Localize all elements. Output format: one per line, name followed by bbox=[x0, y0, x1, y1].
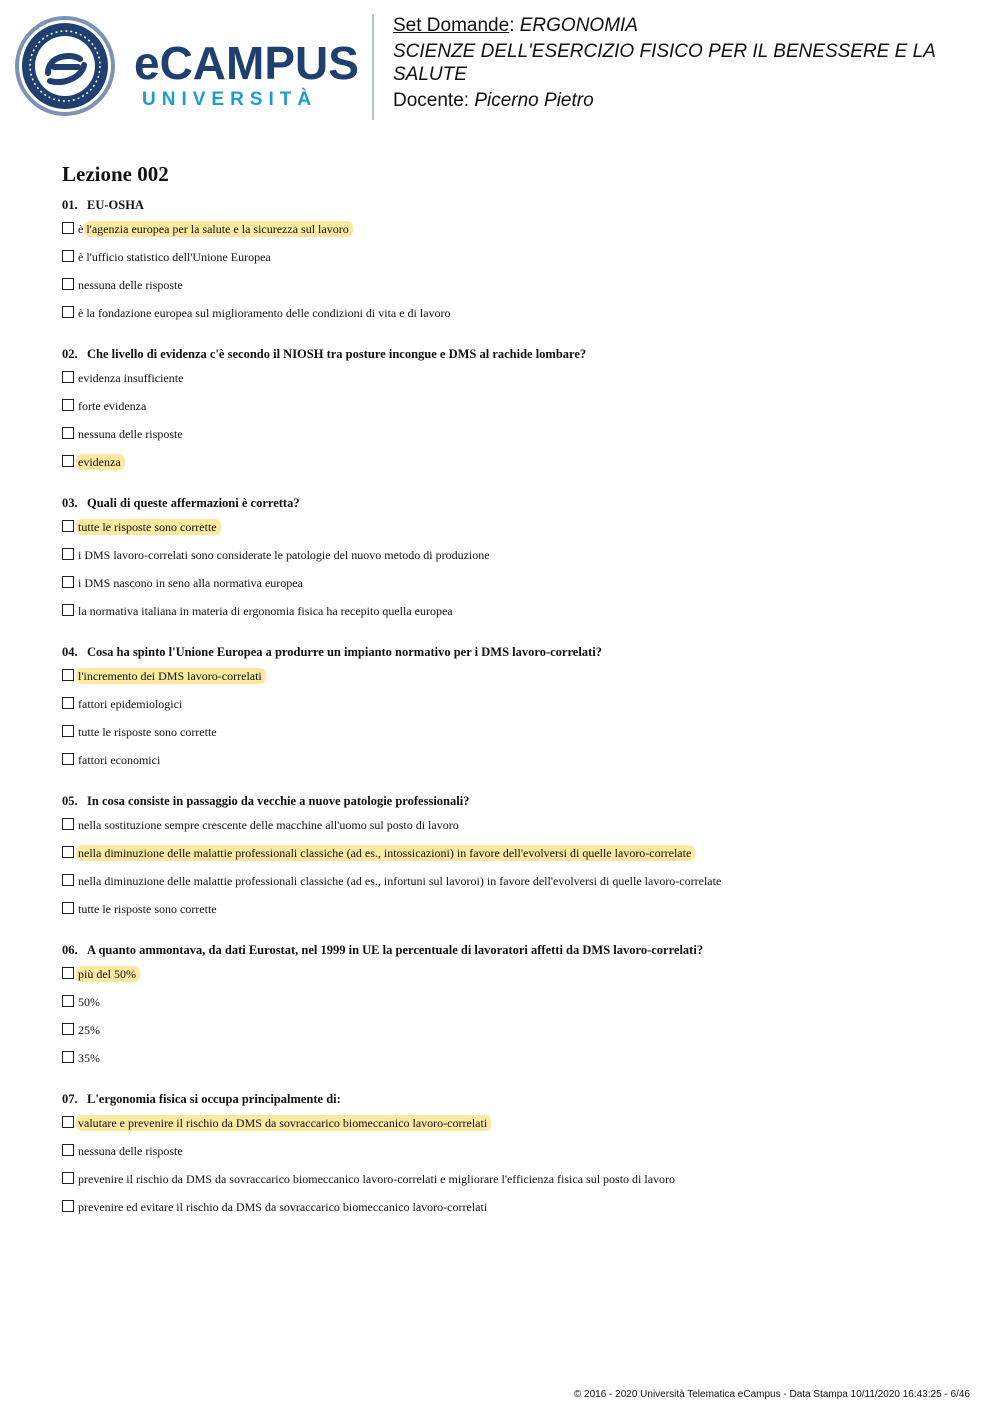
checkbox-icon[interactable] bbox=[62, 1172, 74, 1184]
checkbox-icon[interactable] bbox=[62, 1023, 74, 1035]
brand-logo bbox=[134, 37, 359, 110]
question-label: In cosa consiste in passaggio da vecchie a nuove patologie professionali? bbox=[87, 794, 470, 808]
answer-option[interactable] bbox=[62, 603, 962, 631]
checkbox-icon[interactable] bbox=[62, 604, 74, 616]
checkbox-icon[interactable] bbox=[62, 455, 74, 467]
highlighted-answer-text: valutare e prevenire il rischio da DMS da sovraccarico biomeccanico lavoro-correlati bbox=[76, 1115, 491, 1131]
answer-text: fattori epidemiologici bbox=[78, 697, 183, 711]
question-label: Cosa ha spinto l'Unione Europea a produrre un impianto normativo per i DMS lavoro-correlati? bbox=[87, 645, 602, 659]
answer-option[interactable] bbox=[62, 696, 962, 724]
checkbox-icon[interactable] bbox=[62, 1116, 74, 1128]
answer-option[interactable] bbox=[62, 817, 962, 845]
answer-prefix: è bbox=[78, 222, 84, 236]
question-label: L'ergonomia fisica si occupa principalmente di: bbox=[87, 1092, 341, 1106]
question-number: 02. bbox=[62, 347, 78, 361]
question-text bbox=[62, 346, 962, 362]
answer-option[interactable] bbox=[62, 668, 962, 696]
question-label: Che livello di evidenza c'è secondo il NIOSH tra posture incongue e DMS al rachide lombare? bbox=[87, 347, 587, 361]
highlighted-answer-text: nella diminuzione delle malattie professionali classiche (ad es., intossicazioni) in favore dell'evolversi di quelle lavoro-correlate bbox=[76, 845, 695, 861]
answer-text: nella sostituzione sempre crescente delle macchine all'uomo sul posto di lavoro bbox=[78, 818, 459, 832]
question-number: 06. bbox=[62, 943, 78, 957]
university-seal-logo bbox=[14, 15, 116, 117]
checkbox-icon[interactable] bbox=[62, 753, 74, 765]
teacher-label: Docente: bbox=[393, 90, 475, 111]
answer-option[interactable] bbox=[62, 966, 962, 994]
lesson-title: Lezione 002 bbox=[62, 162, 169, 186]
question-block bbox=[62, 495, 962, 631]
checkbox-icon[interactable] bbox=[62, 306, 74, 318]
answer-text: la normativa italiana in materia di ergonomia fisica ha recepito quella europea bbox=[78, 604, 453, 618]
header-info bbox=[393, 14, 983, 115]
answer-option[interactable] bbox=[62, 1022, 962, 1050]
answer-option[interactable] bbox=[62, 519, 962, 547]
set-value: ERGONOMIA bbox=[519, 15, 638, 36]
answer-text: tutte le risposte sono corrette bbox=[78, 725, 217, 739]
set-separator: : bbox=[509, 15, 520, 36]
question-text bbox=[62, 495, 962, 511]
checkbox-icon[interactable] bbox=[62, 399, 74, 411]
highlighted-answer-text: più del 50% bbox=[76, 966, 140, 982]
answer-option[interactable] bbox=[62, 845, 962, 873]
question-label: EU-OSHA bbox=[87, 198, 144, 212]
question-block bbox=[62, 1091, 962, 1227]
question-text bbox=[62, 793, 962, 809]
answer-text: prevenire il rischio da DMS da sovraccarico biomeccanico lavoro-correlati e migliorare l'efficienza fisica sul posto di lavoro bbox=[78, 1172, 676, 1186]
page-footer: © 2016 - 2020 Università Telematica eCampus - Data Stampa 10/11/2020 16:43:25 - 6/46 bbox=[573, 1389, 970, 1400]
checkbox-icon[interactable] bbox=[62, 697, 74, 709]
question-block bbox=[62, 942, 962, 1078]
brand-subtitle: UNIVERSITÀ bbox=[142, 89, 318, 110]
answer-text: fattori economici bbox=[78, 753, 161, 767]
answer-text: 50% bbox=[78, 995, 100, 1009]
answer-text: i DMS nascono in seno alla normativa europea bbox=[78, 576, 303, 590]
checkbox-icon[interactable] bbox=[62, 222, 74, 234]
question-block bbox=[62, 346, 962, 482]
checkbox-icon[interactable] bbox=[62, 902, 74, 914]
answer-option[interactable] bbox=[62, 752, 962, 780]
answer-option[interactable] bbox=[62, 901, 962, 929]
question-block bbox=[62, 644, 962, 780]
question-number: 03. bbox=[62, 496, 78, 510]
teacher-name: Picerno Pietro bbox=[474, 90, 594, 111]
checkbox-icon[interactable] bbox=[62, 1144, 74, 1156]
answer-option[interactable] bbox=[62, 1171, 962, 1199]
checkbox-icon[interactable] bbox=[62, 576, 74, 588]
course-name: SCIENZE DELL'ESERCIZIO FISICO PER IL BENESSERE E LA SALUTE bbox=[393, 41, 936, 85]
answer-option[interactable] bbox=[62, 994, 962, 1022]
answer-option[interactable] bbox=[62, 426, 962, 454]
answer-text: 35% bbox=[78, 1051, 100, 1065]
answer-text: forte evidenza bbox=[78, 399, 147, 413]
answer-option[interactable] bbox=[62, 1115, 962, 1143]
teacher-line bbox=[393, 89, 983, 112]
question-text bbox=[62, 1091, 962, 1107]
brand-name: eCAMPUS bbox=[134, 37, 359, 89]
answer-text: è l'ufficio statistico dell'Unione Europea bbox=[78, 250, 271, 264]
checkbox-icon[interactable] bbox=[62, 967, 74, 979]
answer-option[interactable] bbox=[62, 1050, 962, 1078]
question-text bbox=[62, 197, 962, 213]
question-number: 01. bbox=[62, 198, 78, 212]
checkbox-icon[interactable] bbox=[62, 548, 74, 560]
answer-text: nessuna delle risposte bbox=[78, 1144, 183, 1158]
checkbox-icon[interactable] bbox=[62, 278, 74, 290]
answer-text: nessuna delle risposte bbox=[78, 278, 183, 292]
question-list bbox=[62, 161, 962, 1240]
checkbox-icon[interactable] bbox=[62, 846, 74, 858]
checkbox-icon[interactable] bbox=[62, 874, 74, 886]
answer-option[interactable] bbox=[62, 1143, 962, 1171]
answer-text: è la fondazione europea sul miglioramento delle condizioni di vita e di lavoro bbox=[78, 306, 451, 320]
checkbox-icon[interactable] bbox=[62, 250, 74, 262]
checkbox-icon[interactable] bbox=[62, 1200, 74, 1212]
answer-option[interactable] bbox=[62, 305, 962, 333]
checkbox-icon[interactable] bbox=[62, 1051, 74, 1063]
answer-option[interactable] bbox=[62, 277, 962, 305]
checkbox-icon[interactable] bbox=[62, 520, 74, 532]
question-label: A quanto ammontava, da dati Eurostat, nel 1999 in UE la percentuale di lavoratori affetti da DMS lavoro-correlati? bbox=[87, 943, 704, 957]
checkbox-icon[interactable] bbox=[62, 427, 74, 439]
questions-container bbox=[62, 197, 962, 1227]
question-set-line bbox=[393, 14, 983, 37]
highlighted-answer-text: l'agenzia europea per la salute e la sicurezza sul lavoro bbox=[84, 221, 352, 237]
answer-option[interactable] bbox=[62, 1199, 962, 1227]
answer-text: nessuna delle risposte bbox=[78, 427, 183, 441]
question-number: 05. bbox=[62, 794, 78, 808]
question-block bbox=[62, 197, 962, 333]
checkbox-icon[interactable] bbox=[62, 995, 74, 1007]
checkbox-icon[interactable] bbox=[62, 725, 74, 737]
answer-option[interactable] bbox=[62, 724, 962, 752]
set-label: Set Domande bbox=[393, 15, 510, 36]
question-text bbox=[62, 644, 962, 660]
answer-option[interactable] bbox=[62, 370, 962, 398]
answer-text: evidenza insufficiente bbox=[78, 371, 184, 385]
answer-text: tutte le risposte sono corrette bbox=[78, 902, 217, 916]
checkbox-icon[interactable] bbox=[62, 818, 74, 830]
answer-option[interactable] bbox=[62, 249, 962, 277]
question-block bbox=[62, 793, 962, 929]
answer-text: 25% bbox=[78, 1023, 100, 1037]
header-divider bbox=[372, 14, 374, 120]
answer-option[interactable] bbox=[62, 575, 962, 603]
checkbox-icon[interactable] bbox=[62, 371, 74, 383]
question-number: 07. bbox=[62, 1092, 78, 1106]
answer-text: nella diminuzione delle malattie professionali classiche (ad es., infortuni sul lavoroi) in favore dell'evolversi di quelle lavoro-correlate bbox=[78, 874, 722, 888]
question-label: Quali di queste affermazioni è corretta? bbox=[87, 496, 300, 510]
answer-option[interactable] bbox=[62, 454, 962, 482]
checkbox-icon[interactable] bbox=[62, 669, 74, 681]
question-text bbox=[62, 942, 962, 958]
highlighted-answer-text: evidenza bbox=[76, 454, 125, 470]
answer-text: prevenire ed evitare il rischio da DMS da sovraccarico biomeccanico lavoro-correlati bbox=[78, 1200, 488, 1214]
page-header bbox=[0, 0, 1000, 130]
answer-option[interactable] bbox=[62, 398, 962, 426]
answer-option[interactable] bbox=[62, 547, 962, 575]
answer-text: i DMS lavoro-correlati sono considerate le patologie del nuovo metodo di produzione bbox=[78, 548, 490, 562]
question-number: 04. bbox=[62, 645, 78, 659]
highlighted-answer-text: l'incremento dei DMS lavoro-correlati bbox=[76, 668, 266, 684]
highlighted-answer-text: tutte le risposte sono corrette bbox=[76, 519, 221, 535]
answer-option[interactable] bbox=[62, 873, 962, 901]
answer-option[interactable] bbox=[62, 221, 962, 249]
